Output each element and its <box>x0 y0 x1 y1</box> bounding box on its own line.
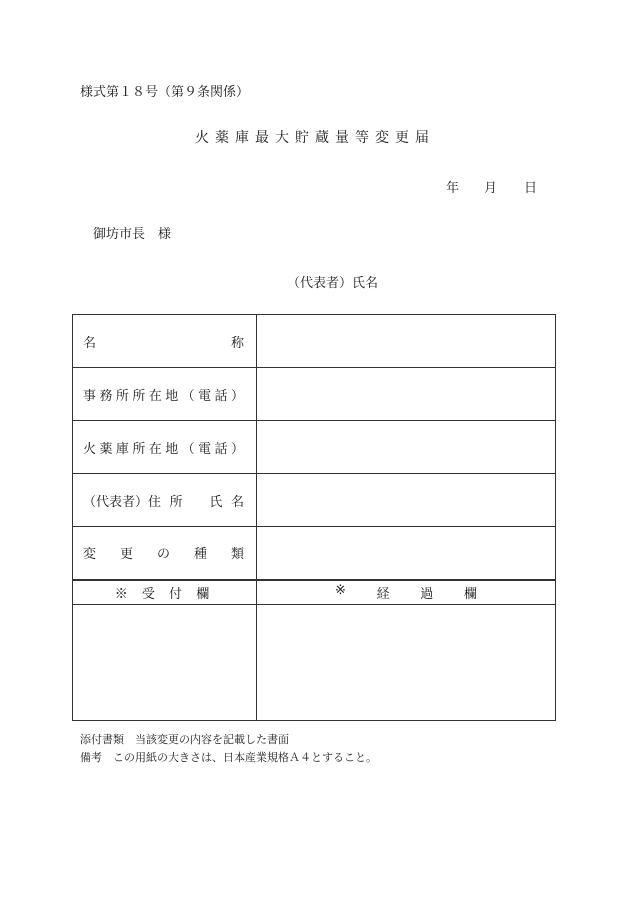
label-part: 氏 <box>209 494 223 510</box>
label-office-address <box>73 368 257 421</box>
label-part: ） <box>230 441 244 457</box>
progress-column-header <box>257 580 556 605</box>
progress-box[interactable] <box>257 604 556 720</box>
receipt-box[interactable] <box>73 604 257 720</box>
row-office-use <box>73 604 556 720</box>
representative-name-label: （代表者）氏名 <box>287 276 379 291</box>
addressee: 御坊市長 様 <box>93 227 172 242</box>
label-part: 名 <box>83 335 97 351</box>
header-part: 欄 <box>463 586 477 602</box>
label-part: 庫 <box>115 441 129 457</box>
field-representative-address[interactable] <box>257 474 556 527</box>
label-part: 種 <box>193 547 207 563</box>
label-part: 所 <box>115 388 129 404</box>
receipt-header-text: ※ 受 付 欄 <box>114 586 215 602</box>
row-magazine-address <box>73 421 556 474</box>
header-part: ※ <box>335 582 346 598</box>
label-part: 在 <box>148 441 162 457</box>
label-change-type <box>73 527 257 580</box>
label-part: 電 <box>198 388 212 404</box>
label-part: の <box>156 547 170 563</box>
header-part: 経 <box>376 586 390 602</box>
document-title: 火薬庫最大貯蔵量等変更届 <box>195 130 435 146</box>
header-part: 過 <box>420 586 434 602</box>
row-office-headers <box>73 580 556 605</box>
row-office-address <box>73 368 556 421</box>
form-table <box>72 314 556 721</box>
label-part: ） <box>230 388 244 404</box>
label-part: 類 <box>230 547 244 563</box>
label-part: 称 <box>230 335 244 351</box>
label-magazine-address <box>73 421 257 474</box>
label-part: 更 <box>119 547 133 563</box>
field-magazine-address[interactable] <box>257 421 556 474</box>
label-part: （代表者）住 <box>83 494 162 510</box>
date-day-label: 日 <box>524 181 538 196</box>
label-part: 火 <box>83 441 97 457</box>
label-part: 名 <box>230 494 244 510</box>
remarks-note: 備考 この用紙の大きさは、日本産業規格Ａ４とすること。 <box>80 751 377 764</box>
receipt-column-header <box>73 580 257 605</box>
label-part: 所 <box>169 494 183 510</box>
label-name <box>73 315 257 368</box>
field-change-type[interactable] <box>257 527 556 580</box>
label-part: 電 <box>198 441 212 457</box>
row-change-type <box>73 527 556 580</box>
date-line <box>446 177 537 196</box>
label-part: 地 <box>165 441 179 457</box>
label-part: 地 <box>165 388 179 404</box>
field-office-address[interactable] <box>257 368 556 421</box>
label-part: 事 <box>83 388 97 404</box>
label-part: 話 <box>214 441 228 457</box>
attachment-note: 添付書類 当該変更の内容を記載した書面 <box>80 733 289 746</box>
row-representative-address <box>73 474 556 527</box>
label-part: 所 <box>132 388 146 404</box>
label-part: 変 <box>83 547 97 563</box>
label-part: （ <box>181 388 195 404</box>
label-part: 薬 <box>99 441 113 457</box>
form-number: 様式第１８号（第９条関係） <box>80 85 250 100</box>
date-year-label: 年 <box>446 181 460 196</box>
label-part: 話 <box>214 388 228 404</box>
date-month-label: 月 <box>484 181 498 196</box>
label-part: 在 <box>148 388 162 404</box>
label-part: 務 <box>99 388 113 404</box>
field-name[interactable] <box>257 315 556 368</box>
row-name <box>73 315 556 368</box>
label-part: （ <box>181 441 195 457</box>
label-representative-address <box>73 474 257 527</box>
label-part: 所 <box>132 441 146 457</box>
